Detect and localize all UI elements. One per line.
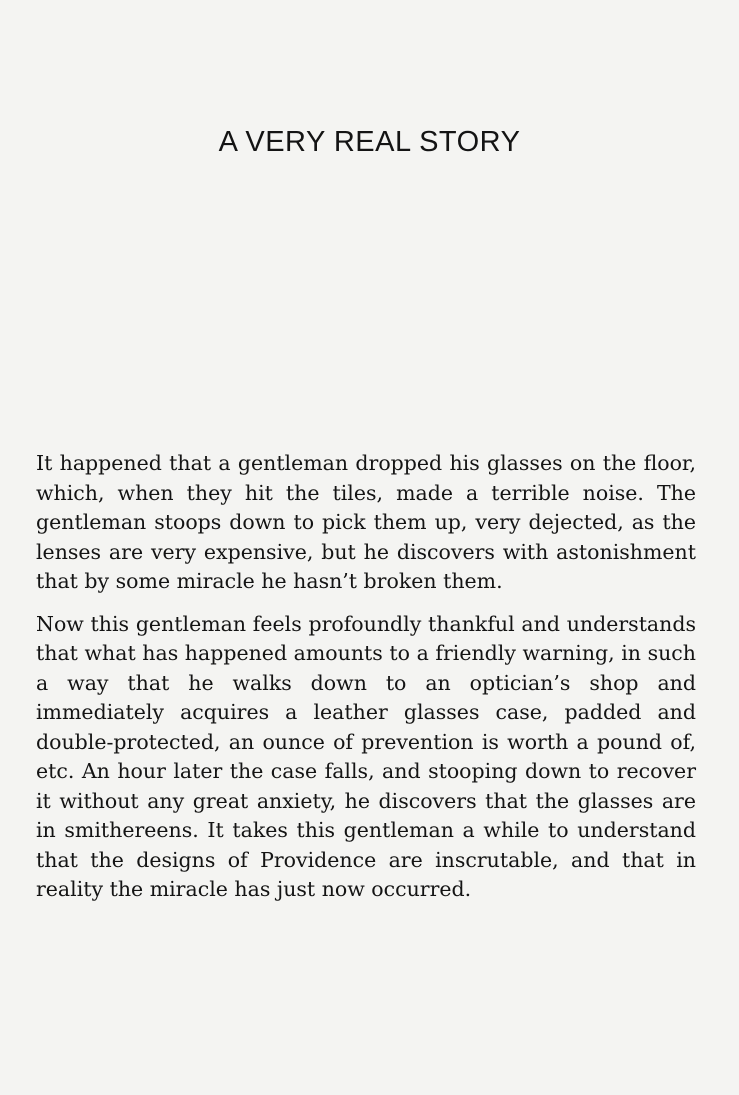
paragraph-2: Now this gentleman feels profoundly thankful and understands that what has happened amounts to a friendly warning, in such a way that he walks down to an optician’s shop and immediately acquires a leather glasses case, padded and double-protected, an ounce of prevention is worth a pound of, etc. An hour later the case falls, and stooping down to recover it without any great anxiety, he discovers that the glasses are in smithereens. It takes this gentleman a while to understand that the designs of Providence are inscrutable, and that in reality the miracle has just now occurred.	[36, 611, 696, 901]
story-body	[36, 449, 696, 905]
paragraph-1: It happened that a gentleman dropped his glasses on the floor, which, when they hit the tiles, made a terrible noise. The gentleman stoops down to pick them up, very dejected, as the lenses are very expensive, but he discovers with astonishment that by some miracle he hasn’t broken them.	[36, 451, 696, 593]
page-title: A VERY REAL STORY	[218, 126, 521, 158]
